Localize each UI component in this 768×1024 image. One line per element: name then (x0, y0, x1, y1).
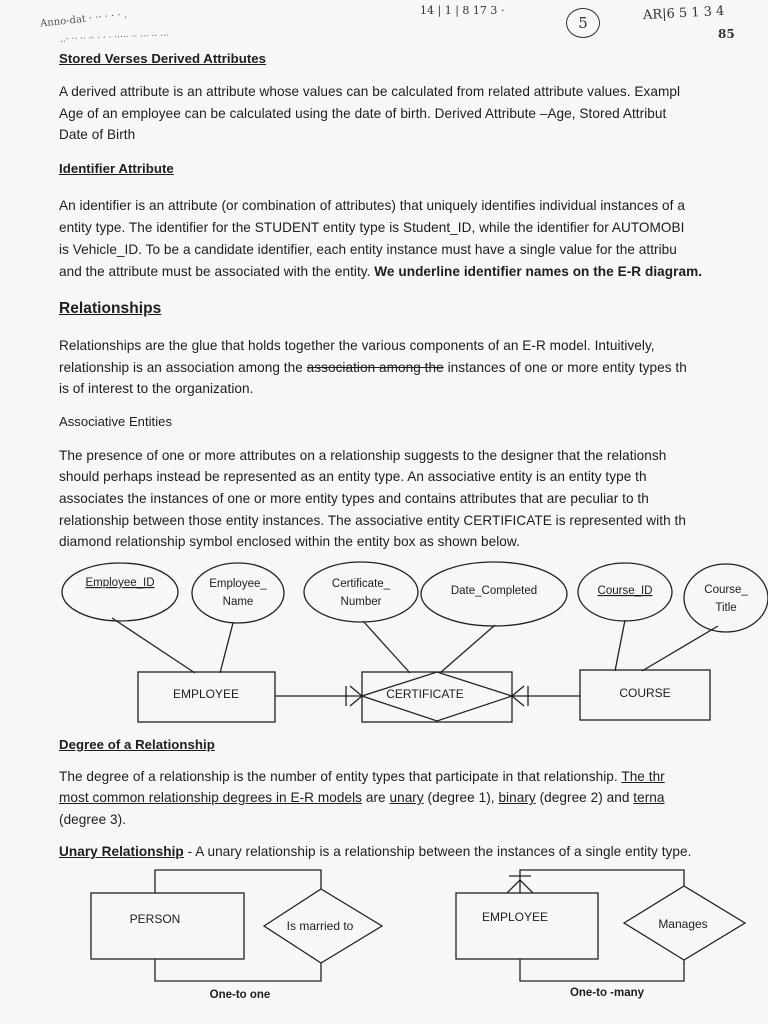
heading-stored-derived: Stored Verses Derived Attributes (59, 51, 267, 66)
paragraph-line: Date of Birth (59, 127, 136, 142)
heading-associative-entities: Associative Entities (59, 414, 172, 429)
handwritten-note-top-right: AR|6 5 1 3 4 (642, 3, 725, 24)
paragraph-line: Age of an employee can be calculated using the date of birth. Derived Attribute –Age, Stored Attribut (59, 106, 667, 121)
attribute-label: Date_Completed (450, 585, 538, 597)
paragraph-line: diamond relationship symbol enclosed within the entity box as shown below. (59, 534, 520, 549)
relationship-label-manages: Manages (658, 917, 708, 931)
underlined-text-span: unary (389, 790, 424, 805)
text-span: are (362, 790, 390, 805)
entity-label-certificate: CERTIFICATE (386, 687, 464, 701)
underlined-text-span: terna (633, 790, 665, 805)
attribute-label: Certificate_ (331, 578, 391, 590)
heading-identifier-attribute: Identifier Attribute (59, 161, 174, 176)
cardinality-caption-one-to-one: One-to one (209, 989, 271, 1001)
handwritten-scribble-top-left-2: ..· ·· ·· ·· · · · ····· ·· ··· ·· ··· (59, 31, 169, 45)
paragraph-line: associates the instances of one or more entity types and contains attributes that are peculiar to th (59, 491, 649, 506)
attribute-label: Number (340, 596, 382, 608)
paragraph-line: Relationships are the glue that holds together the various components of an E-R model. Intuitively, (59, 338, 655, 353)
connector-line (520, 959, 684, 981)
text-span: The degree of a relationship is the number of entity types that participate in that relationship. (59, 769, 618, 784)
paragraph-line: An identifier is an attribute (or combination of attributes) that uniquely identifies individual instances of a (59, 198, 685, 213)
paragraph-line: should perhaps instead be represented as an entity type. An associative entity is an entity type th (59, 469, 647, 484)
attribute-label: Title (715, 602, 737, 614)
paragraph-line: A derived attribute is an attribute whose values can be calculated from related attribute values. Exampl (59, 84, 681, 99)
bold-text-span: We underline identifier names on the E-R diagram. (374, 264, 703, 279)
heading-degree-of-relationship: Degree of a Relationship (59, 737, 215, 752)
entity-label-employee-unary: EMPLOYEE (481, 910, 549, 924)
text-span: relationship is an association among the (59, 360, 303, 375)
paragraph-line: The presence of one or more attributes on a relationship suggests to the designer that the relationsh (59, 448, 667, 463)
attribute-label: Course_ID (597, 585, 653, 597)
entity-box-employee-unary (456, 893, 598, 959)
text-span: (degree 1), (423, 790, 499, 805)
heading-relationships: Relationships (59, 300, 162, 317)
entity-box-person (91, 893, 244, 959)
entity-label-course: COURSE (619, 686, 671, 700)
cardinality-caption-one-to-many: One-to -many (569, 987, 645, 999)
connector-line (155, 959, 321, 981)
handwritten-scribble-top-left: Anno-dat · ·· · · · . (39, 9, 128, 30)
entity-label-employee: EMPLOYEE (172, 687, 240, 701)
paragraph-line: is Vehicle_ID. To be a candidate identifier, each entity instance must have a single value for the attribu (59, 242, 677, 257)
paragraph-line: is of interest to the organization. (59, 381, 254, 396)
underlined-text-span: The thr (621, 769, 665, 784)
paragraph-line: (degree 3). (59, 812, 127, 827)
connector-line (520, 870, 684, 893)
attribute-label: Employee_ (209, 578, 267, 590)
paragraph-line: relationship between those entity instances. The associative entity CERTIFICATE is represented with th (59, 513, 686, 528)
attribute-label: Course_ (704, 584, 748, 596)
handwritten-circled-number: 5 (566, 8, 600, 38)
text-span: and the attribute must be associated with the entity. (59, 264, 371, 279)
attribute-label: Name (222, 596, 254, 608)
paragraph-line: entity type. The identifier for the STUDENT entity type is Student_ID, while the identifier for AUTOMOBI (59, 220, 685, 235)
text-span: - A unary relationship is a relationship between the instances of a single entity type. (183, 844, 692, 859)
underlined-text-span: binary (498, 790, 536, 805)
text-span: (degree 2) and (535, 790, 634, 805)
handwritten-mark-top-right: 85 (718, 27, 735, 41)
struck-text-span: association among the (306, 360, 444, 375)
handwritten-note-top-center: 14 | 1 | 8 17 3 · (420, 4, 505, 17)
attribute-label: Employee_ID (85, 577, 155, 589)
underlined-text-span: most common relationship degrees in E-R models (59, 790, 363, 805)
entity-label-person: PERSON (129, 912, 181, 926)
text-span: instances of one or more entity types th (447, 360, 687, 375)
heading-unary-relationship: Unary Relationship (59, 844, 184, 859)
relationship-label-is-married-to: Is married to (286, 919, 354, 933)
connector-line (155, 870, 321, 893)
